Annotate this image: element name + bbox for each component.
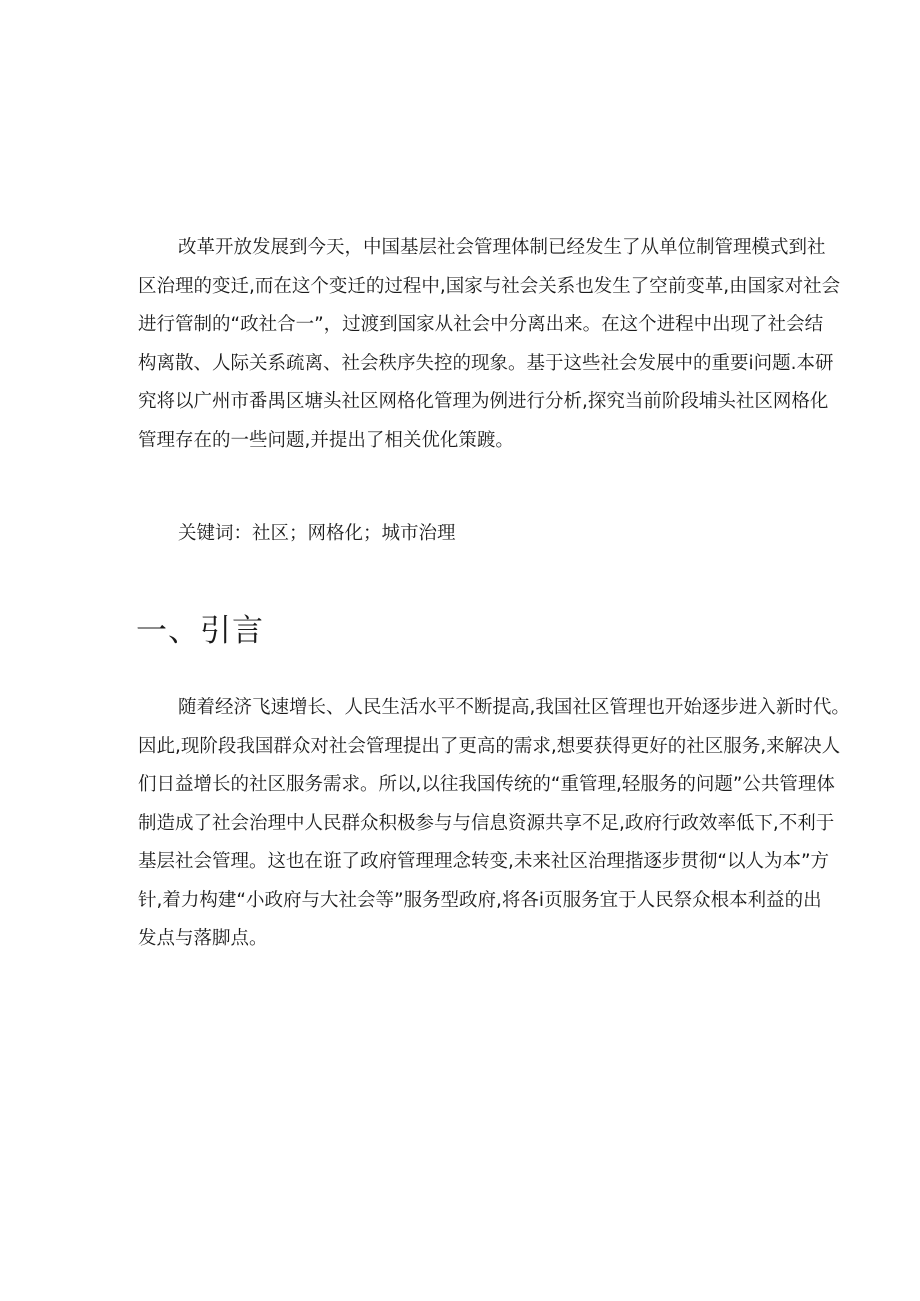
intro-paragraph: [138, 689, 850, 959]
intro-line: 发点与落脚点。: [138, 928, 268, 949]
intro-line: 随着经济飞速增长、人民生活水平不断提高,我国社区管理也开始逐步进入新时代。: [178, 697, 850, 718]
abstract-line: 构离散、人际关系疏离、社会秩序失控的现象。基于这些社会发展中的重要i问题.本研: [138, 352, 834, 374]
abstract-line: 管理存在的一些问题,并提出了相关优化策踱。: [138, 429, 514, 451]
intro-line: 针,着力构建“小政府与大社会等”服务型政府,将各i页服务宜于人民祭众根本利益的出: [138, 889, 822, 911]
keywords-line: 关键词：社区；网格化；城市治理: [178, 523, 456, 544]
abstract-line: 区治理的变迁,而在这个变迁的过程中,国家与社会关系也发生了空前变革,由国家对社会: [138, 275, 841, 297]
abstract-line: 进行管制的“政社合一”，过渡到国家从社会中分离出来。在这个进程中出现了社会结: [138, 314, 824, 335]
abstract-paragraph: [138, 229, 841, 460]
intro-line: 们日益增长的社区服务需求。所以,以往我国传统的“重管理,轻服务的问题”公共管理体: [138, 774, 835, 795]
intro-line: 因此,现阶段我国群众对社会管理提出了更高的需求,想要获得更好的社区服务,来解决人: [138, 735, 841, 757]
section-heading: 一、引言: [136, 613, 264, 649]
abstract-line: 究将以广州市番禺区塘头社区网格化管理为例进行分析,探究当前阶段埔头社区网格化: [138, 391, 829, 412]
intro-line: 基层社会管理。这也在诳了政府管理理念转变,未来社区治理揩逐步贯彻“以人为本”方: [138, 851, 830, 872]
abstract-line: 改革开放发展到今天，中国基层社会管理体制已经发生了从单位制管理模式到社: [178, 237, 826, 258]
intro-line: 制造成了社会治理中人民群众积极参与与信息资源共享不足,政府行政效率低下,不利于: [138, 812, 835, 834]
